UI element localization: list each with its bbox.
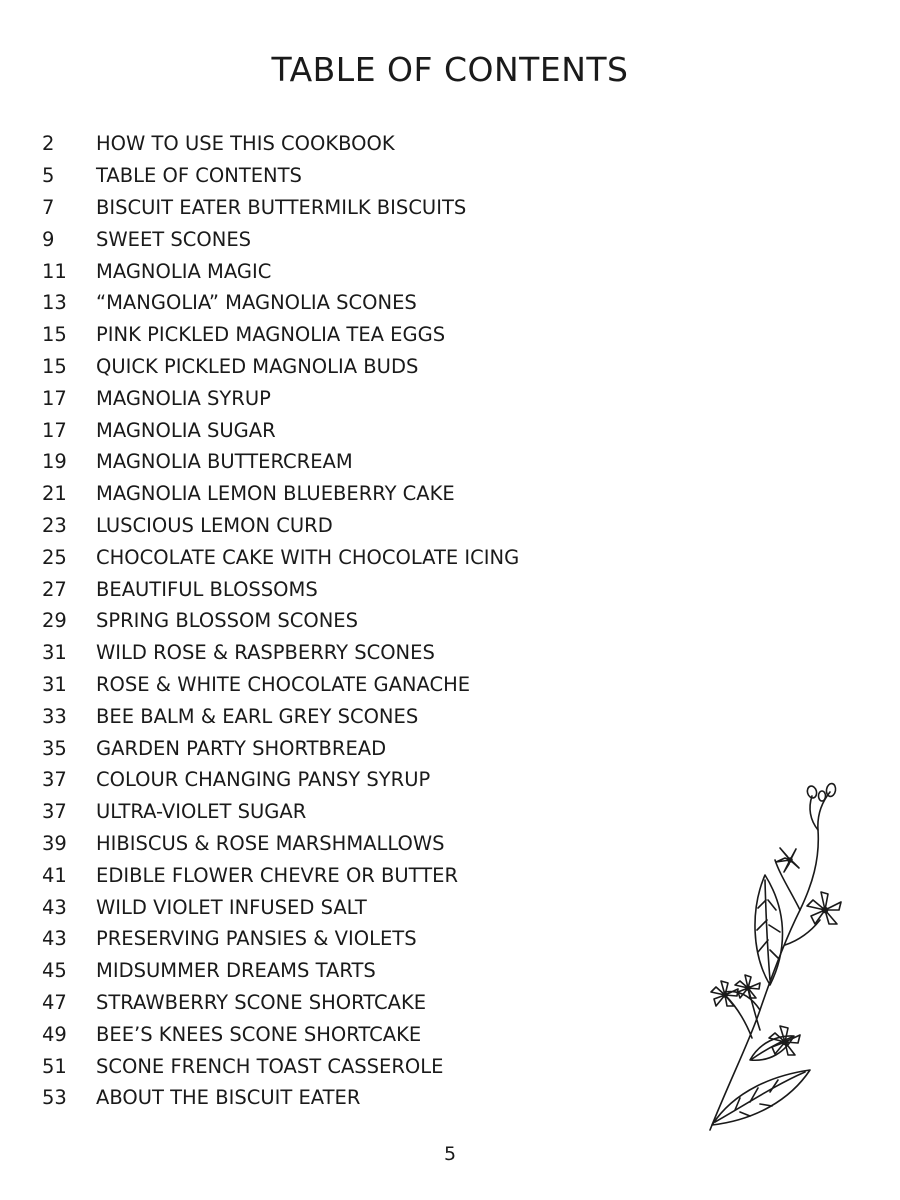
toc-entry-title: HOW TO USE THIS COOKBOOK <box>96 132 395 156</box>
toc-entry-title: ULTRA-VIOLET SUGAR <box>96 800 307 824</box>
toc-entry <box>42 732 519 764</box>
toc-page-number: 47 <box>42 990 67 1014</box>
toc-entry-title: EDIBLE FLOWER CHEVRE OR BUTTER <box>96 863 459 887</box>
toc-page-number: 15 <box>42 323 67 347</box>
toc-entry-title: SPRING BLOSSOM SCONES <box>96 609 358 633</box>
toc-page-number: 35 <box>42 736 67 760</box>
toc-entry-title: WILD ROSE & RASPBERRY SCONES <box>96 641 435 665</box>
toc-entry <box>42 223 519 255</box>
toc-page-number: 19 <box>42 450 67 474</box>
toc-page-number: 13 <box>42 291 67 315</box>
toc-entry <box>42 987 519 1019</box>
toc-entry <box>42 255 519 287</box>
toc-entry <box>42 478 519 510</box>
toc-entry <box>42 700 519 732</box>
toc-entry-title: CHOCOLATE CAKE WITH CHOCOLATE ICING <box>96 545 520 569</box>
toc-page-number: 27 <box>42 577 67 601</box>
toc-entry <box>42 796 519 828</box>
toc-entry <box>42 128 519 160</box>
toc-page-number: 45 <box>42 959 67 983</box>
toc-entry <box>42 605 519 637</box>
toc-entry <box>42 955 519 987</box>
toc-entry <box>42 923 519 955</box>
toc-page-number: 23 <box>42 513 67 537</box>
toc-entry <box>42 414 519 446</box>
toc-entry-title: MAGNOLIA LEMON BLUEBERRY CAKE <box>96 482 455 506</box>
toc-entry <box>42 573 519 605</box>
toc-page-number: 5 <box>42 164 55 188</box>
toc-entry-title: BEE BALM & EARL GREY SCONES <box>96 704 419 728</box>
toc-entry-title: COLOUR CHANGING PANSY SYRUP <box>96 768 431 792</box>
toc-page-number: 31 <box>42 672 67 696</box>
toc-list <box>42 128 519 1114</box>
toc-page-number: 41 <box>42 863 67 887</box>
toc-entry-title: BEE’S KNEES SCONE SHORTCAKE <box>96 1022 422 1046</box>
toc-entry-title: SCONE FRENCH TOAST CASSEROLE <box>96 1054 444 1078</box>
toc-page-number: 37 <box>42 768 67 792</box>
toc-entry <box>42 319 519 351</box>
toc-entry-title: HIBISCUS & ROSE MARSHMALLOWS <box>96 831 445 855</box>
toc-entry-title: MAGNOLIA BUTTERCREAM <box>96 450 353 474</box>
toc-entry-title: ABOUT THE BISCUIT EATER <box>96 1086 361 1110</box>
toc-page-number: 29 <box>42 609 67 633</box>
flowering-branch-icon <box>690 780 860 1140</box>
toc-entry <box>42 160 519 192</box>
toc-page-number: 17 <box>42 386 67 410</box>
page-number: 5 <box>443 1143 457 1165</box>
toc-entry-title: TABLE OF CONTENTS <box>96 164 302 188</box>
toc-entry <box>42 764 519 796</box>
toc-entry <box>42 859 519 891</box>
toc-entry <box>42 1050 519 1082</box>
toc-page-number: 33 <box>42 704 67 728</box>
toc-entry <box>42 541 519 573</box>
toc-entry <box>42 192 519 224</box>
toc-entry-title: STRAWBERRY SCONE SHORTCAKE <box>96 990 427 1014</box>
toc-page-number: 43 <box>42 927 67 951</box>
toc-entry <box>42 891 519 923</box>
toc-entry <box>42 510 519 542</box>
toc-page-number: 15 <box>42 354 67 378</box>
toc-page-number: 2 <box>42 132 55 156</box>
toc-entry-title: ROSE & WHITE CHOCOLATE GANACHE <box>96 672 471 696</box>
toc-entry <box>42 1018 519 1050</box>
toc-entry-title: MAGNOLIA SUGAR <box>96 418 276 442</box>
toc-entry <box>42 669 519 701</box>
toc-entry <box>42 287 519 319</box>
toc-entry-title: QUICK PICKLED MAGNOLIA BUDS <box>96 354 419 378</box>
toc-entry-title: MAGNOLIA SYRUP <box>96 386 271 410</box>
toc-entry-title: “MANGOLIA” MAGNOLIA SCONES <box>96 291 417 315</box>
toc-page-number: 51 <box>42 1054 67 1078</box>
toc-entry <box>42 637 519 669</box>
toc-page-number: 39 <box>42 831 67 855</box>
toc-entry-title: PINK PICKLED MAGNOLIA TEA EGGS <box>96 323 446 347</box>
toc-entry <box>42 351 519 383</box>
toc-page-number: 11 <box>42 259 67 283</box>
toc-entry-title: WILD VIOLET INFUSED SALT <box>96 895 367 919</box>
toc-entry-title: BEAUTIFUL BLOSSOMS <box>96 577 318 601</box>
toc-entry-title: LUSCIOUS LEMON CURD <box>96 513 333 537</box>
toc-entry-title: GARDEN PARTY SHORTBREAD <box>96 736 387 760</box>
toc-entry-title: MIDSUMMER DREAMS TARTS <box>96 959 376 983</box>
toc-page-number: 49 <box>42 1022 67 1046</box>
toc-page-number: 9 <box>42 227 55 251</box>
toc-entry <box>42 828 519 860</box>
toc-page-number: 31 <box>42 641 67 665</box>
toc-entry-title: PRESERVING PANSIES & VIOLETS <box>96 927 417 951</box>
toc-entry <box>42 382 519 414</box>
toc-page-number: 25 <box>42 545 67 569</box>
toc-page-number: 21 <box>42 482 67 506</box>
toc-entry-title: BISCUIT EATER BUTTERMILK BISCUITS <box>96 195 467 219</box>
toc-page-number: 7 <box>42 195 55 219</box>
toc-page-number: 37 <box>42 800 67 824</box>
toc-entry <box>42 446 519 478</box>
toc-page-number: 53 <box>42 1086 67 1110</box>
toc-page-number: 17 <box>42 418 67 442</box>
toc-entry-title: SWEET SCONES <box>96 227 252 251</box>
toc-entry-title: MAGNOLIA MAGIC <box>96 259 272 283</box>
page-title: TABLE OF CONTENTS <box>271 50 629 89</box>
toc-entry <box>42 1082 519 1114</box>
toc-page-number: 43 <box>42 895 67 919</box>
